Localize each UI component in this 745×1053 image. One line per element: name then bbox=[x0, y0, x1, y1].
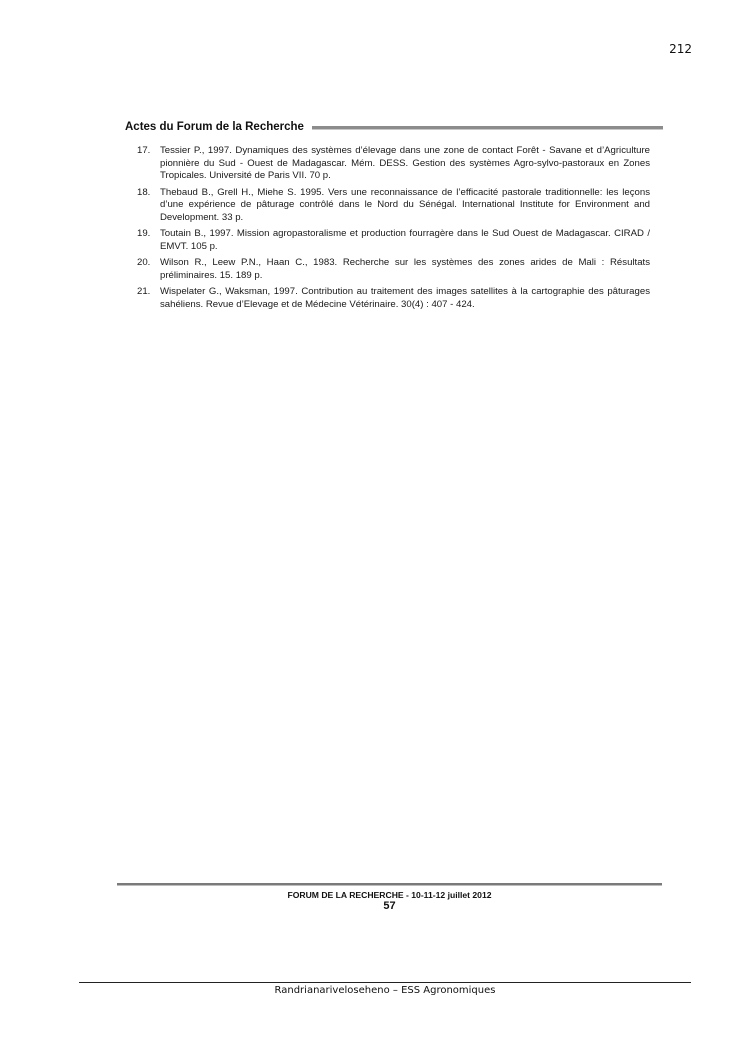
reference-number: 19. bbox=[137, 228, 151, 239]
footer-forum-line: FORUM DE LA RECHERCHE - 10-11-12 juillet 2012 bbox=[287, 890, 492, 900]
bottom-rule bbox=[79, 982, 691, 983]
reference-number: 18. bbox=[137, 186, 151, 198]
reference-text: Toutain B., 1997. Mission agropastoralisme et production fourragère dans le Sud Ouest de Madagascar. CIRAD / EMVT. 105 p. bbox=[160, 228, 650, 252]
reference-number: 20. bbox=[137, 257, 151, 268]
reference-number: 21. bbox=[137, 286, 151, 297]
reference-text: Thebaud B., Grell H., Miehe S. 1995. Vers une reconnaissance de l’efficacité pastorale traditionnelle: les leçons d’une expérience de pâturage contrôlé dans le Nord du Sénégal. International Institute for Environment and Development. 33 p. bbox=[160, 186, 650, 223]
reference-item bbox=[137, 257, 650, 282]
footer-page-number: 57 bbox=[383, 900, 396, 912]
reference-text: Wispelater G., Waksman, 1997. Contribution au traitement des images satellites à la cartographie des pâturages sahéliens. Revue d’Elevage et de Médecine Vétérinaire. 30(4) : 407 - 424. bbox=[160, 286, 650, 310]
reference-item bbox=[137, 286, 650, 311]
reference-text: Tessier P., 1997. Dynamiques des systèmes d’élevage dans une zone de contact Forêt - Savane et d’Agriculture pionnière du Sud - Ouest de Madagascar. Mém. DESS. Gestion des systèmes Agro-sylvo-pastoraux en Zones Tropicales. Université de Paris VII. 70 p. bbox=[160, 145, 650, 181]
reference-item bbox=[137, 228, 650, 253]
reference-number: 17. bbox=[137, 145, 151, 156]
footer-rule bbox=[117, 883, 662, 886]
thesis-page-number: 212 bbox=[669, 42, 692, 56]
reference-text: Wilson R., Leew P.N., Haan C., 1983. Recherche sur les systèmes des zones arides de Mali : Résultats préliminaires. 15. 189 p. bbox=[160, 257, 650, 281]
section-rule bbox=[312, 126, 663, 130]
author-line: Randrianariveloseheno – ESS Agronomiques bbox=[274, 985, 496, 996]
section-header bbox=[125, 121, 663, 133]
reference-item bbox=[137, 187, 650, 225]
reference-item bbox=[137, 145, 650, 183]
section-title: Actes du Forum de la Recherche bbox=[125, 121, 304, 133]
reference-list bbox=[137, 145, 650, 315]
